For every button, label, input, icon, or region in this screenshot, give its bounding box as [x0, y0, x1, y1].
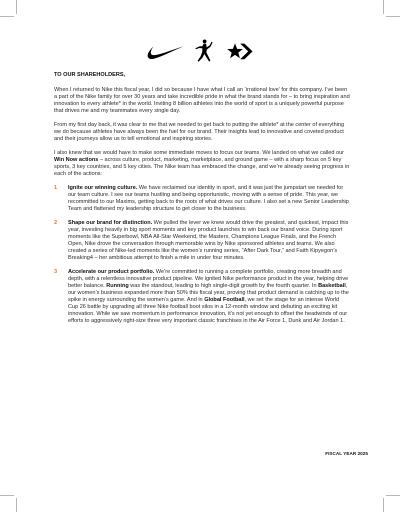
list-item-text: We’re committed to running a complete portfolio, creating more breadth and depth, with a relentless innovative product pipeline. We ignited Nike performance product in the year, helping drive better balance. — [68, 268, 349, 289]
crop-mark — [0, 16, 14, 17]
list-item — [54, 220, 350, 262]
letter-paragraph: When I returned to Nike this fiscal year, I did so because I have what I call an ‘irrational love’ for this company. I’ve been a part of the Nike family for over 30 years and take incredible pride in what the brand stands for – to bring inspiration and innovation to every athlete* in the world. Inviting 8 billion athletes into the world of sport is a uniquely powerful purpose that drives me and my teammates every single day. — [54, 87, 350, 115]
sport-term-global-football: Global Football — [204, 296, 245, 303]
letter-salutation: TO OUR SHAREHOLDERS, — [54, 72, 126, 78]
letter-paragraph: From my first day back, it was clear to me that we needed to get back to putting the athlete* at the center of everything we do because athletes have always been the fuel for our brand. Their insights lead to innovative and coveted product and their journeys allow us to tell emotional and inspiring stories. — [54, 122, 345, 143]
brand-logo-row — [0, 39, 400, 65]
paragraph-text: I also knew that we would have to make some immediate moves to focus our teams. We landed on what we called our — [54, 150, 345, 157]
crop-mark — [16, 0, 17, 14]
converse-star-chevron-icon — [227, 43, 253, 60]
list-item — [54, 185, 350, 213]
win-now-actions-list — [54, 185, 350, 325]
list-item-title: Accelerate our product portfolio. — [68, 268, 155, 275]
list-item-text: We have reclaimed our identity in sport, and it was just the jumpstart we needed for our team culture. I see our teams hustling and being opportunistic, moving with a sense of pride. This year, we recommitted to our Maxims, getting back to the roots of what drives our culture. I also set a new Senior Leadership Team and flattened my leadership structure to get closer to the business. — [68, 185, 349, 213]
sport-term-basketball: Basketball — [318, 282, 346, 289]
shareholder-letter — [54, 72, 350, 332]
crop-mark — [16, 498, 17, 512]
list-item-text: , we set the stage for an intense World Cup 26 battle by upgrading all three Nike football boot silos in a 12-month window and debuting an exciting kit innovation. While we saw momentum in performance innovation, it’s not yet enough to offset the headwinds of our efforts to aggressively right-size three very important classic franchises in the Air Force 1, Dunk and Air Jordan 1. — [68, 296, 348, 325]
crop-mark — [383, 0, 384, 14]
crop-mark — [0, 495, 14, 496]
crop-mark — [386, 495, 400, 496]
list-item-text: , our women’s business expanded more than 50% this fiscal year, proving that product demand is catching up to the spike in energy surrounding the women’s game. And in — [68, 282, 349, 303]
list-item-title: Shape our brand for distinction. — [68, 219, 153, 226]
list-item-number: 2 — [54, 219, 58, 226]
sport-term-running: Running — [106, 282, 129, 289]
crop-mark — [386, 16, 400, 17]
letter-paragraph — [54, 150, 350, 178]
crop-mark — [383, 498, 384, 512]
jordan-jumpman-icon — [195, 39, 213, 63]
page-footer-label: FISCAL YEAR 2025 — [325, 451, 368, 456]
list-item-text: was the standout, leading to high single-digit growth by the fourth quarter. In — [128, 282, 319, 289]
paragraph-text: – across culture, product, marketing, marketplace, and ground game – with a sharp focus on 5 key sports, 3 key countries, and 5 key cities. The Nike team has embraced the change, and we’re already seeing progress in each of the actions: — [54, 157, 350, 178]
list-item-title: Ignite our winning culture. — [68, 185, 138, 192]
win-now-actions-term: Win Now actions — [54, 157, 99, 164]
list-item-text: We pulled the lever we knew would drive the greatest, and quickest, impact this year, investing heavily in big sport moments and key product launches to win back our brand voice. During sport moments like the Superbowl, NBA All-Star Weekend, the Masters, Champions League Finals, and the French Open, Nike drove the conversation through memorable wins by Nike sponsored athletes and teams. We also created a series of Nike-led moments like the women’s running series, “After Dark Tour,” and Faith Kipyegon’s Breaking4 – her ambitious attempt to finish a mile in under four minutes. — [68, 219, 349, 262]
nike-swoosh-icon — [144, 43, 184, 60]
list-item — [54, 269, 350, 325]
list-item-number: 3 — [54, 268, 58, 275]
list-item-number: 1 — [54, 185, 58, 192]
